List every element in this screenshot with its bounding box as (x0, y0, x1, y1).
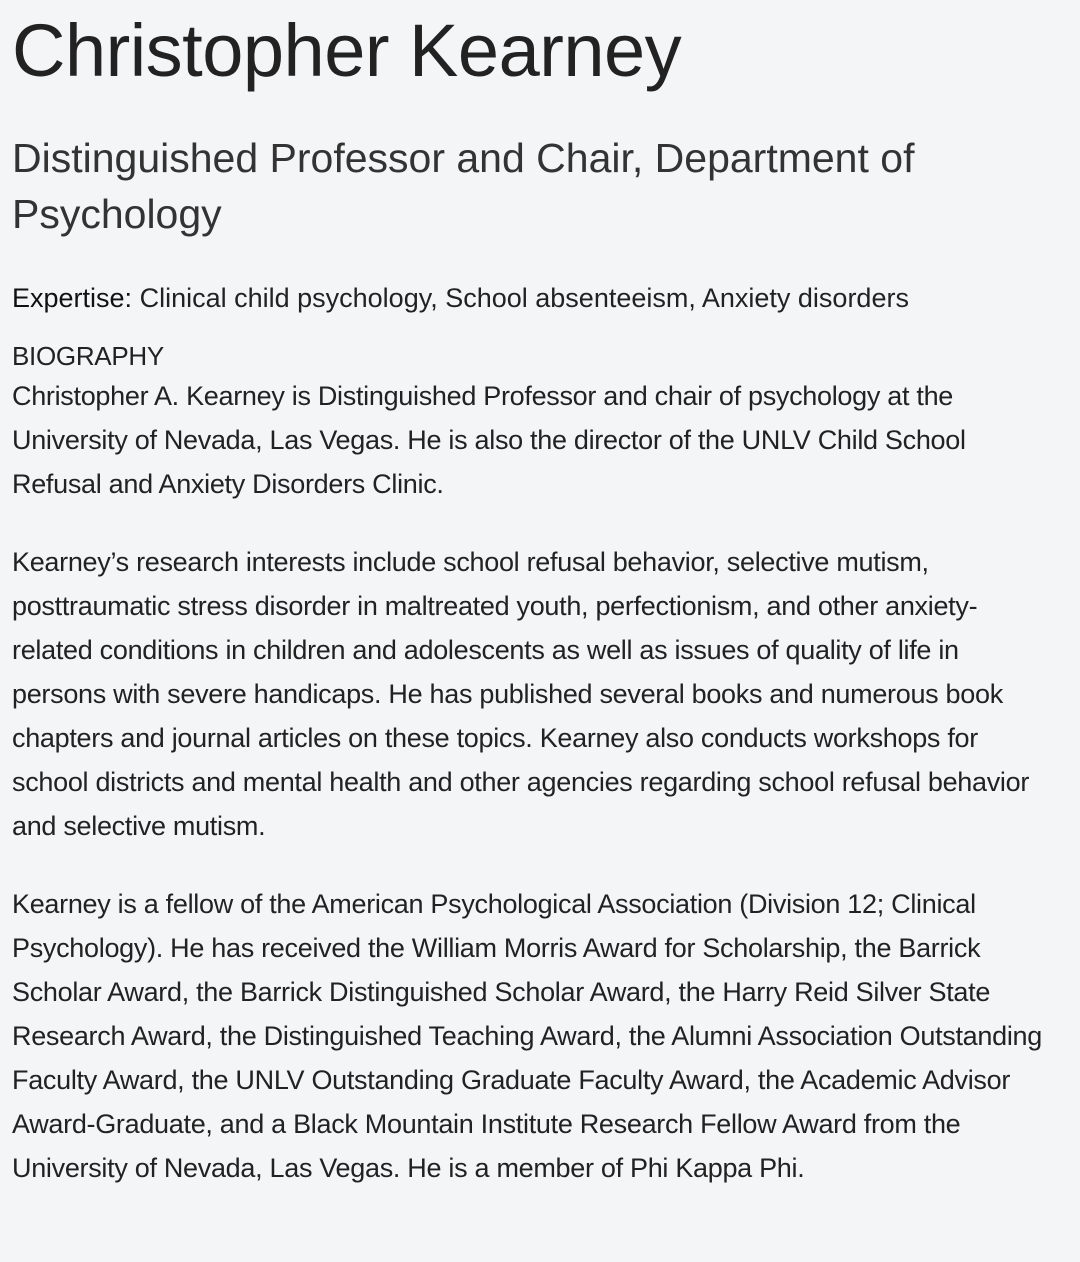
profile-name: Christopher Kearney (12, 9, 682, 92)
biography-paragraph: Kearney is a fellow of the American Psychological Association (Division 12; Clinical Psychology). He has received the William Morris Award for Scholarship, the Barrick Scholar Award, the Barrick Distinguished Scholar Award, the Harry Reid Silver State Research Award, the Distinguished Teaching Award, the Alumni Association Outstanding Faculty Award, the UNLV Outstanding Graduate Faculty Award, the Academic Advisor Award-Graduate, and a Black Mountain Institute Research Fellow Award from the University of Nevada, Las Vegas. He is a member of Phi Kappa Phi. (12, 889, 1042, 1183)
biography-heading: BIOGRAPHY (12, 341, 164, 371)
biography-paragraph: Christopher A. Kearney is Distinguished Professor and chair of psychology at the University of Nevada, Las Vegas. He is also the director of the UNLV Child School Refusal and Anxiety Disorders Clinic. (12, 381, 966, 499)
profile (0, 9, 1060, 1190)
expertise-value: Clinical child psychology, School absenteeism, Anxiety disorders (139, 283, 909, 313)
biography-paragraph: Kearney’s research interests include school refusal behavior, selective mutism, posttraumatic stress disorder in maltreated youth, perfectionism, and other anxiety-related conditions in children and adolescents as well as issues of quality of life in persons with severe handicaps. He has published several books and numerous book chapters and journal articles on these topics. Kearney also conducts workshops for school districts and mental health and other agencies regarding school refusal behavior and selective mutism. (12, 547, 1030, 841)
expertise (12, 278, 1048, 318)
expertise-label: Expertise: (12, 283, 133, 313)
profile-title: Distinguished Professor and Chair, Department of Psychology (12, 135, 915, 237)
